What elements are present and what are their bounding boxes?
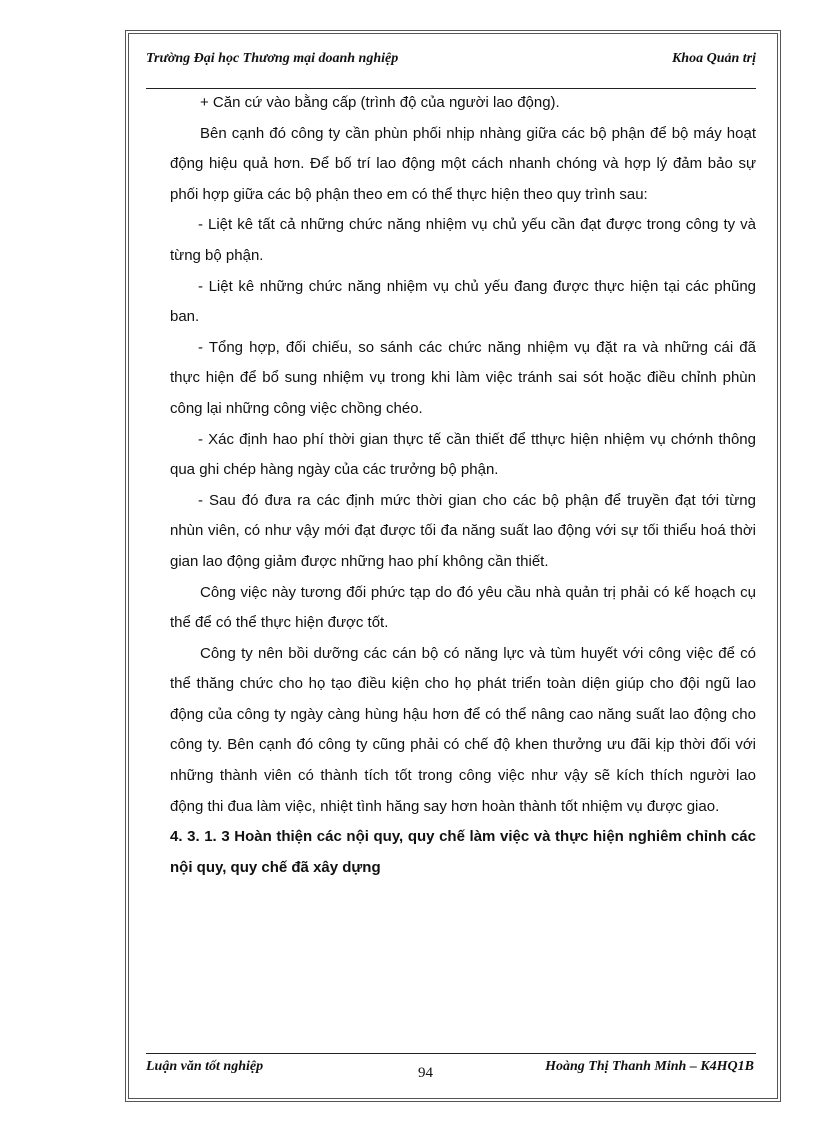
list-item: - Liệt kê tất cả những chức năng nhiệm vụ chủ yếu cần đạt được trong công ty và từng bộ phận. xyxy=(170,216,756,264)
footer-divider xyxy=(146,1053,756,1054)
footer-thesis-label: Luận văn tốt nghiệp xyxy=(146,1059,264,1074)
paragraph: Công việc này tương đối phức tạp do đó yêu cầu nhà quản trị phải có kế hoạch cụ thể để có thể thực hiện được tốt. xyxy=(170,583,756,632)
list-item: - Tổng hợp, đối chiếu, so sánh các chức năng nhiệm vụ đặt ra và những cái đã thực hiện để bổ sung nhiệm vụ trong khi làm việc tránh sai sót hoặc điều chỉnh phùn công lại những công việc chồng chéo. xyxy=(170,338,756,417)
list-item: - Liệt kê những chức năng nhiệm vụ chủ yếu đang được thực hiện tại các phũng ban. xyxy=(170,277,756,326)
section-heading: 4. 3. 1. 3 Hoàn thiện các nội quy, quy chế làm việc và thực hiện nghiêm chỉnh các nội quy, quy chế đã xây dựng xyxy=(170,828,756,876)
paragraph: + Căn cứ vào bằng cấp (trình độ của người lao động). xyxy=(200,94,560,111)
document-body xyxy=(170,88,756,883)
header-university: Trường Đại học Thương mại doanh nghiệp xyxy=(146,51,399,66)
paragraph: Công ty nên bồi dưỡng các cán bộ có năng lực và tùm huyết với công việc để có thể thăng chức cho họ tạo điều kiện cho họ phát triển toàn diện giúp cho đội ngũ lao động của công ty ngày càng hùng hậu hơn để có thể nâng cao năng suất lao động cho công ty. Bên cạnh đó công ty cũng phải có chế độ khen thưởng ưu đãi kịp thời đối với những thành viên có thành tích tốt trong công việc như vậy sẽ kích thích người lao động thi đua làm việc, nhiệt tình hăng say hơn hoàn thành tốt nhiệm vụ được giao. xyxy=(170,644,756,815)
header-faculty: Khoa Quản trị xyxy=(671,51,756,66)
list-item: - Sau đó đưa ra các định mức thời gian cho các bộ phận để truyền đạt tới từng nhùn viên, có như vậy mới đạt được tối đa năng suất lao động với sự tối thiểu hoá thời gian lao động giảm được những hao phí không cần thiết. xyxy=(170,491,756,570)
page-header xyxy=(146,50,756,90)
list-item: - Xác định hao phí thời gian thực tế cần thiết để tthực hiện nhiệm vụ chớnh thông qua ghi chép hàng ngày của các trưởng bộ phận. xyxy=(170,430,756,479)
paragraph: Bên cạnh đó công ty cần phùn phối nhịp nhàng giữa các bộ phận để bộ máy hoạt động hiệu quả hơn. Để bố trí lao động một cách nhanh chóng và hợp lý đảm bảo sự phối hợp giữa các bộ phận theo em có thể thực hiện theo quy trình sau: xyxy=(170,124,756,203)
page-number: 94 xyxy=(418,1065,433,1081)
footer-author: Hoàng Thị Thanh Minh – K4HQ1B xyxy=(545,1059,754,1074)
